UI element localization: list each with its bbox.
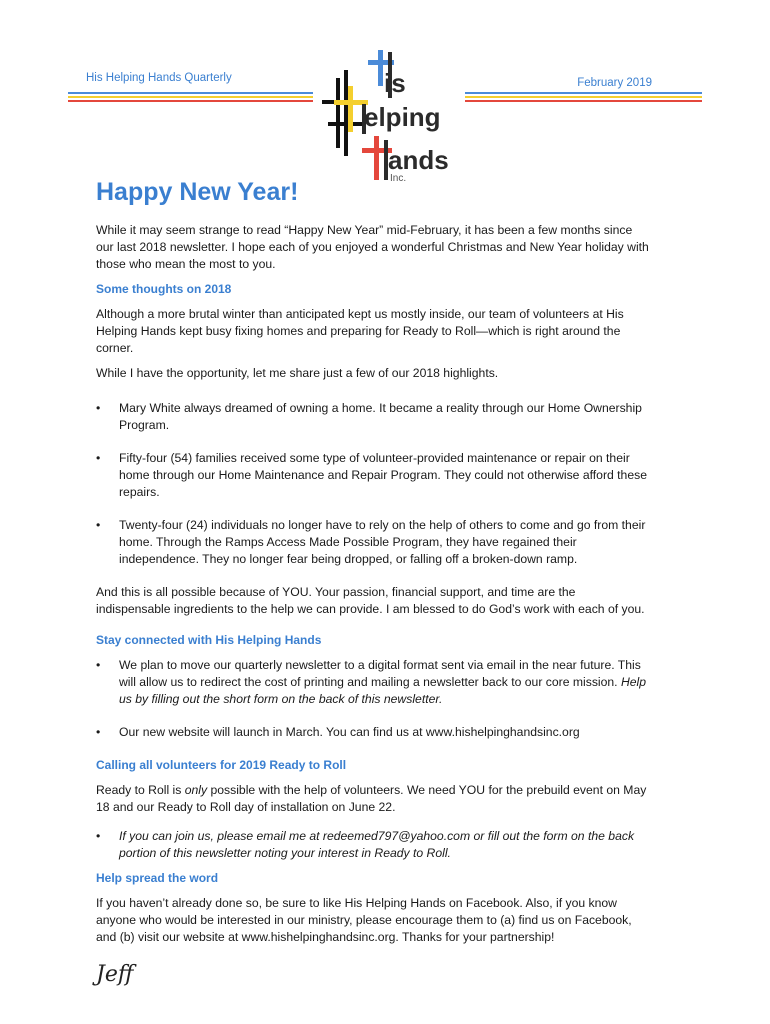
volunteers-list (96, 828, 652, 862)
bullet-icon: • (96, 518, 101, 532)
paragraph-2018-highlights-intro: While I have the opportunity, let me share just a few of our 2018 highlights. (96, 366, 499, 380)
header-date: February 2019 (577, 77, 652, 89)
list-item (96, 828, 652, 862)
paragraph-thanks: And this is all possible because of YOU. Your passion, financial support, and time are the indispensable ingredients to the help we can provide. I am blessed to do God’s work with each of you. (96, 585, 645, 616)
list-item-italic-text: Help us by filling out the short form on the back of this newsletter. (119, 675, 647, 706)
signature: Jeff (96, 962, 134, 987)
list-item-text: Our new website will launch in March. You can find us at www.hishelpinghandsinc.org (119, 725, 580, 739)
header-stripes-right (465, 92, 702, 108)
paragraph-spread-word: If you haven’t already done so, be sure to like His Helping Hands on Facebook. Also, if you know anyone who would be interested in our ministry, please encourage them to (a) find us on Facebook, and (b) visit our website at www.hishelpinghandsinc.org. Thanks for your partnership! (96, 896, 632, 944)
list-item (96, 724, 652, 741)
list-item (96, 517, 652, 568)
section-heading-spread-word: Help spread the word (96, 871, 219, 885)
list-item (96, 657, 652, 708)
logo-word-his: is (384, 68, 406, 98)
list-item-text: We plan to move our quarterly newsletter to a digital format sent via email in the near future. This will allow us to redirect the cost of printing and mailing a newsletter back to our core mission. (119, 658, 641, 689)
section-heading-volunteers: Calling all volunteers for 2019 Ready to Roll (96, 758, 347, 772)
bullet-icon: • (96, 401, 101, 415)
list-item (96, 400, 652, 434)
highlights-list (96, 400, 652, 568)
logo-word-hands: ands (388, 145, 449, 175)
paragraph-volunteers: Ready to Roll is only possible with the help of volunteers. We need YOU for the prebuild event on May 18 and our Ready to Roll day of installation on June 22. (96, 783, 647, 814)
newsletter-body (96, 222, 652, 954)
section-heading-2018: Some thoughts on 2018 (96, 282, 232, 296)
stay-connected-list (96, 657, 652, 741)
list-item-text: Twenty-four (24) individuals no longer have to rely on the help of others to come and go from their home. Through the Ramps Access Made Possible Program, they have regained their independence. They no longer fear being dropped, or falling off a broken-down ramp. (119, 518, 646, 566)
intro-paragraph: While it may seem strange to read “Happy New Year” mid-February, it has been a few months since our last 2018 newsletter. I hope each of you enjoyed a wonderful Christmas and New Year holiday with those who mean the most to you. (96, 223, 649, 271)
header-left-title: His Helping Hands Quarterly (86, 72, 232, 84)
page-title: Happy New Year! (96, 178, 299, 206)
list-item-text: Mary White always dreamed of owning a home. It became a reality through our Home Ownership Program. (119, 401, 642, 432)
bullet-icon: • (96, 658, 101, 672)
list-item (96, 450, 652, 501)
his-helping-hands-logo (318, 48, 463, 188)
bullet-icon: • (96, 725, 101, 739)
bullet-icon: • (96, 829, 101, 843)
logo-word-helping: elping (364, 102, 441, 132)
header-stripes-left (68, 92, 313, 108)
bullet-icon: • (96, 451, 101, 465)
logo-word-inc: Inc. (390, 173, 407, 184)
section-heading-stay-connected: Stay connected with His Helping Hands (96, 633, 322, 647)
list-item-text: Fifty-four (54) families received some type of volunteer-provided maintenance or repair on their home through our Home Maintenance and Repair Program. They could not otherwise afford these repairs. (119, 451, 647, 499)
paragraph-2018-winter: Although a more brutal winter than anticipated kept us mostly inside, our team of volunteers at His Helping Hands kept busy fixing homes and preparing for Ready to Roll—which is right around the corner. (96, 307, 624, 355)
list-item-italic-text: If you can join us, please email me at redeemed797@yahoo.com or fill out the form on the back portion of this newsletter noting your interest in Ready to Roll. (119, 829, 635, 860)
